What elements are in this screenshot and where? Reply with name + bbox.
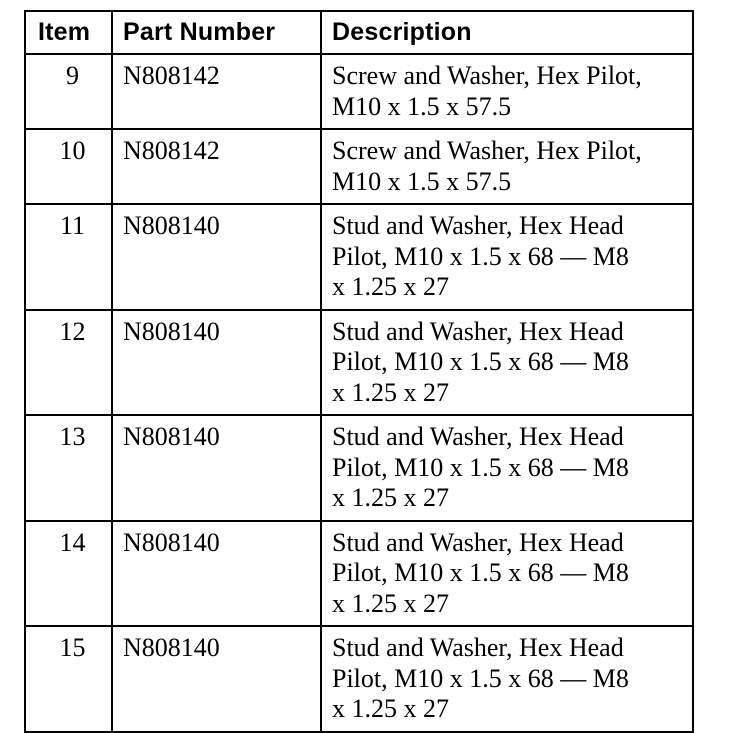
- description-line: Stud and Washer, Hex Head: [332, 633, 624, 662]
- part-number-cell: N808140: [112, 626, 321, 732]
- table-row: [25, 415, 693, 521]
- description-line: Stud and Washer, Hex Head: [332, 211, 624, 240]
- item-cell: 10: [25, 129, 112, 204]
- table-row: [25, 626, 693, 732]
- description-cell: [321, 129, 693, 204]
- description-cell: [321, 204, 693, 310]
- description-line: Pilot, M10 x 1.5 x 68 — M8: [332, 452, 629, 482]
- part-number-cell: N808140: [112, 204, 321, 310]
- column-header-part-number: Part Number: [112, 11, 321, 54]
- description-cell: [321, 310, 693, 416]
- description-line: M10 x 1.5 x 57.5: [332, 166, 512, 196]
- description-cell: [321, 626, 693, 732]
- part-number-cell: N808140: [112, 415, 321, 521]
- column-header-item: Item: [25, 11, 112, 54]
- description-line: Pilot, M10 x 1.5 x 68 — M8: [332, 241, 629, 271]
- item-cell: 12: [25, 310, 112, 416]
- part-number-cell: N808140: [112, 521, 321, 627]
- part-number-cell: N808142: [112, 129, 321, 204]
- description-line: M10 x 1.5 x 57.5: [332, 91, 512, 121]
- parts-table: [24, 10, 694, 733]
- item-cell: 15: [25, 626, 112, 732]
- description-line: Screw and Washer, Hex Pilot,: [332, 61, 642, 90]
- description-line: x 1.25 x 27: [332, 272, 449, 301]
- description-line: x 1.25 x 27: [332, 377, 449, 407]
- table-row: [25, 310, 693, 416]
- description-cell: [321, 54, 693, 129]
- description-line: Stud and Washer, Hex Head: [332, 316, 624, 346]
- description-line: Stud and Washer, Hex Head: [332, 422, 624, 451]
- description-line: x 1.25 x 27: [332, 483, 449, 512]
- part-number-cell: N808142: [112, 54, 321, 129]
- description-line: Pilot, M10 x 1.5 x 68 — M8: [332, 558, 629, 587]
- table-header-row: [25, 11, 693, 54]
- item-cell: 13: [25, 415, 112, 521]
- description-line: Pilot, M10 x 1.5 x 68 — M8: [332, 347, 629, 376]
- description-line: Pilot, M10 x 1.5 x 68 — M8: [332, 663, 629, 693]
- item-cell: 9: [25, 54, 112, 129]
- description-line: x 1.25 x 27: [332, 694, 449, 723]
- item-cell: 14: [25, 521, 112, 627]
- description-cell: [321, 521, 693, 627]
- table-row: [25, 129, 693, 204]
- item-cell: 11: [25, 204, 112, 310]
- table-row: [25, 54, 693, 129]
- table-row: [25, 204, 693, 310]
- description-line: x 1.25 x 27: [332, 588, 449, 618]
- part-number-cell: N808140: [112, 310, 321, 416]
- table-row: [25, 521, 693, 627]
- description-line: Screw and Washer, Hex Pilot,: [332, 136, 642, 165]
- column-header-description: Description: [321, 11, 693, 54]
- description-line: Stud and Washer, Hex Head: [332, 527, 624, 557]
- description-cell: [321, 415, 693, 521]
